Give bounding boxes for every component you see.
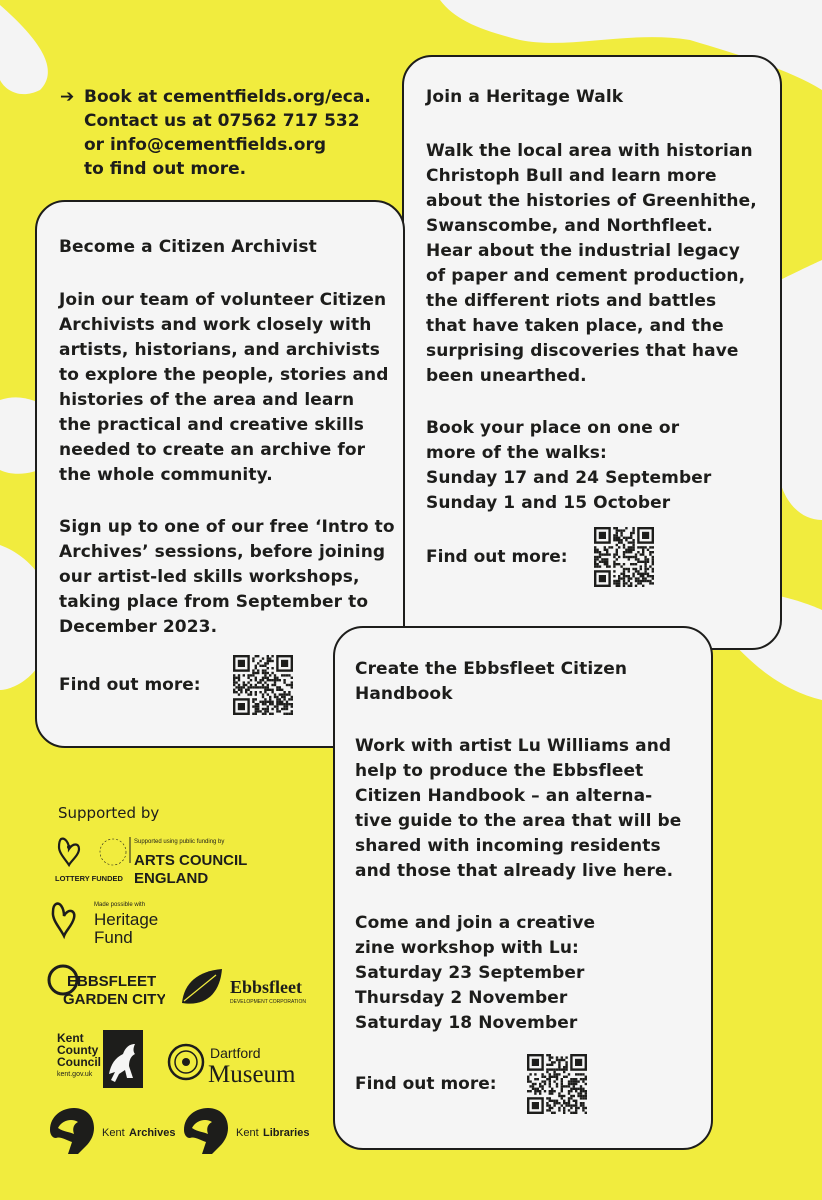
crossed-fingers-icon [53, 904, 74, 936]
handbook-text: shared with incoming residents [355, 836, 661, 856]
ebbsfleet-garden-city-text: GARDEN CITY [63, 991, 165, 1008]
handbook-date: Saturday 18 November [355, 1013, 578, 1033]
kent-archives-prefix: Kent [102, 1127, 125, 1139]
heritage-walk-date: Sunday 1 and 15 October [426, 493, 671, 513]
handbook-text: Citizen Handbook – an alterna- [355, 786, 653, 806]
find-out-more-label: Find out more: [355, 1074, 497, 1094]
handbook-workshop: zine workshop with Lu: [355, 938, 579, 958]
handbook-date: Thursday 2 November [355, 988, 568, 1008]
ebbsfleet-dev-sub: DEVELOPMENT CORPORATION [230, 999, 306, 1005]
arts-council-logo [55, 833, 260, 889]
kent-county-council-logo [53, 1030, 145, 1090]
heritage-fund-logo [50, 898, 180, 946]
heritage-fund-name: Fund [94, 928, 133, 946]
heritage-walk-text: surprising discoveries that have [426, 341, 739, 361]
kent-archives-logo [48, 1106, 178, 1156]
handbook-title-line: Create the Ebbsfleet Citizen [355, 659, 628, 679]
citizen-archivist-title: Become a Citizen Archivist [59, 237, 317, 257]
leaf-icon [182, 969, 222, 1004]
ebbsfleet-garden-city-text: EBBSFLEET [67, 973, 157, 990]
booking-line: to find out more. [84, 159, 247, 179]
handbook-text: help to produce the Ebbsfleet [355, 761, 644, 781]
heritage-walk-text: Hear about the industrial legacy [426, 241, 740, 261]
horse-head-icon [184, 1108, 228, 1154]
heritage-walk-text: the different riots and battles [426, 291, 717, 311]
dartford-crest-icon [169, 1045, 203, 1079]
kent-libraries-logo [182, 1106, 317, 1156]
citizen-archivist-text: artists, historians, and archivists [59, 340, 380, 360]
qr-code-icon[interactable] [233, 655, 293, 715]
booking-line: Book at cementfields.org/eca. [84, 87, 371, 107]
arrow-right-icon: ➔ [60, 87, 75, 107]
heritage-walk-card [402, 55, 782, 650]
handbook-card [333, 626, 713, 1150]
citizen-archivist-text: Archives’ sessions, before joining [59, 542, 386, 562]
citizen-archivist-text: December 2023. [59, 617, 218, 637]
citizen-archivist-text: the practical and creative skills [59, 415, 364, 435]
citizen-archivist-text: taking place from September to [59, 592, 369, 612]
find-out-more-label: Find out more: [426, 547, 568, 567]
heritage-walk-booking: more of the walks: [426, 443, 607, 463]
citizen-archivist-text: histories of the area and learn [59, 390, 355, 410]
heritage-fund-note: Made possible with [94, 902, 146, 908]
heritage-walk-text: been unearthed. [426, 366, 587, 386]
kent-cc-text: County [57, 1043, 99, 1057]
citizen-archivist-text: the whole community. [59, 465, 273, 485]
lottery-crossed-fingers-icon [59, 839, 79, 865]
heritage-walk-text: Christoph Bull and learn more [426, 166, 717, 186]
handbook-title-line: Handbook [355, 684, 453, 704]
handbook-text: tive guide to the area that will be [355, 811, 682, 831]
citizen-archivist-text: to explore the people, stories and [59, 365, 389, 385]
kent-archives-name: Archives [129, 1127, 176, 1139]
booking-line: Contact us at 07562 717 532 [84, 111, 360, 131]
kent-cc-text: Council [57, 1055, 101, 1069]
heritage-fund-name: Heritage [94, 910, 159, 929]
qr-code-icon[interactable] [594, 527, 654, 587]
qr-code-icon[interactable] [527, 1054, 587, 1114]
heritage-walk-text: of paper and cement production, [426, 266, 746, 286]
handbook-text: and those that already live here. [355, 861, 674, 881]
lottery-funded-text: LOTTERY FUNDED [55, 874, 123, 883]
kent-libraries-name: Libraries [263, 1127, 310, 1139]
citizen-archivist-text: needed to create an archive for [59, 440, 366, 460]
supported-by-label: Supported by [58, 804, 160, 822]
heritage-walk-text: about the histories of Greenhithe, [426, 191, 757, 211]
heritage-walk-date: Sunday 17 and 24 September [426, 468, 712, 488]
citizen-archivist-text: Sign up to one of our free ‘Intro to [59, 517, 395, 537]
citizen-archivist-text: Archivists and work closely with [59, 315, 372, 335]
ebbsfleet-dev-logo [178, 963, 308, 1013]
handbook-text: Work with artist Lu Williams and [355, 736, 672, 756]
arts-council-funding-note: Supported using public funding by [134, 839, 225, 845]
heritage-walk-text: that have taken place, and the [426, 316, 724, 336]
museum-text: Museum [208, 1061, 296, 1088]
ebbsfleet-garden-city-logo [45, 962, 165, 1010]
citizen-archivist-text: our artist-led skills workshops, [59, 567, 360, 587]
handbook-workshop: Come and join a creative [355, 913, 596, 933]
citizen-archivist-text: Join our team of volunteer Citizen [59, 290, 387, 310]
heritage-walk-title: Join a Heritage Walk [426, 87, 624, 107]
heritage-walk-text: Walk the local area with historian [426, 141, 753, 161]
arts-council-name: ARTS COUNCIL [134, 852, 248, 869]
horse-head-icon [50, 1108, 94, 1154]
kent-cc-text: Kent [57, 1031, 84, 1045]
kent-cc-url: kent.gov.uk [57, 1071, 93, 1078]
booking-info [60, 85, 400, 181]
handbook-title [355, 657, 700, 707]
arts-council-name: ENGLAND [134, 870, 209, 887]
heritage-walk-text: Swanscombe, and Northfleet. [426, 216, 713, 236]
heritage-walk-booking: Book your place on one or [426, 418, 680, 438]
kent-libraries-prefix: Kent [236, 1127, 259, 1139]
dartford-museum-logo [166, 1038, 311, 1088]
ebbsfleet-dev-name: Ebbsfleet [230, 977, 302, 997]
find-out-more-label: Find out more: [59, 675, 201, 695]
booking-line: or info@cementfields.org [84, 135, 327, 155]
dartford-text: Dartford [210, 1045, 261, 1061]
handbook-date: Saturday 23 September [355, 963, 585, 983]
